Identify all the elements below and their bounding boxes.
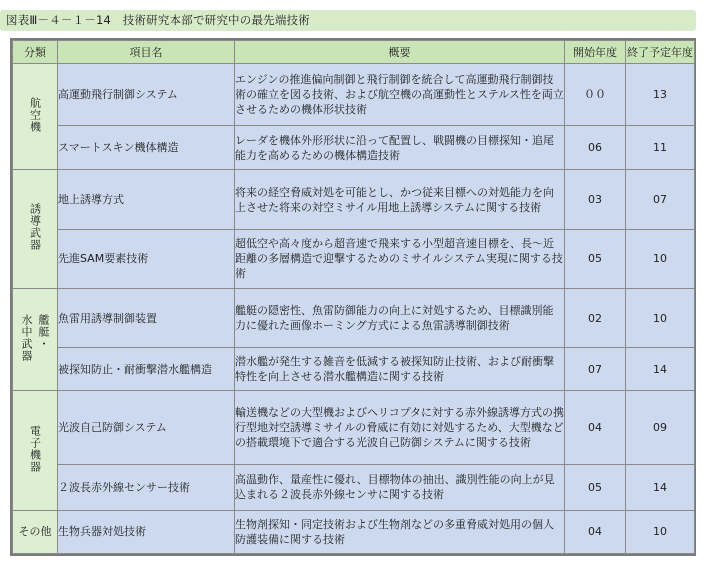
header-item: 項目名 <box>58 41 235 64</box>
header-summary: 概要 <box>235 41 565 64</box>
end-year: 11 <box>626 126 695 170</box>
table-row <box>13 170 695 229</box>
item-name: 魚雷用誘導制御装置 <box>58 289 235 348</box>
header-end-year: 終了予定年度 <box>626 41 695 64</box>
item-description: 高温動作、量産性に優れ、目標物体の抽出、識別性能の向上が見込まれる２波長赤外線センサに関する技術 <box>235 464 565 510</box>
category-label: 電子機器 <box>28 424 42 473</box>
start-year: 05 <box>565 229 626 288</box>
header-start-year: 開始年度 <box>565 41 626 64</box>
item-name: 光波自己防御システム <box>58 391 235 465</box>
item-description: 将来の経空脅威対処を可能とし、かつ従来目標への対処能力を向上させた将来の対空ミサイル用地上誘導システムに関する技術 <box>235 170 565 229</box>
end-year: 14 <box>626 348 695 391</box>
start-year: 06 <box>565 126 626 170</box>
item-name: 先進SAM要素技術 <box>58 229 235 288</box>
item-name: ２波長赤外線センサー技術 <box>58 464 235 510</box>
table-row <box>13 391 695 465</box>
item-description: 輸送機などの大型機およびヘリコプタに対する赤外線誘導方式の携行型地対空誘導ミサイルの脅威に有効に対処するため、大型機などの搭載環境下で適合する光波自己防御システムに関する技術 <box>235 391 565 465</box>
end-year: 14 <box>626 464 695 510</box>
category-label: 航空機 <box>28 96 42 133</box>
item-name: スマートスキン機体構造 <box>58 126 235 170</box>
end-year: 13 <box>626 64 695 126</box>
end-year: 10 <box>626 289 695 348</box>
start-year: 02 <box>565 289 626 348</box>
start-year: 07 <box>565 348 626 391</box>
category-label: 誘導武器 <box>28 203 42 252</box>
header-row <box>13 41 695 64</box>
table-row <box>13 289 695 348</box>
start-year: 03 <box>565 170 626 229</box>
item-description: 艦艇の隠密性、魚雷防御能力の向上に対処するため、目標識別能力に優れた画像ホーミング方式による魚雷誘導制御技術 <box>235 289 565 348</box>
table-row <box>13 348 695 391</box>
item-name: 地上誘導方式 <box>58 170 235 229</box>
end-year: 07 <box>626 170 695 229</box>
category-cell-other <box>13 510 58 553</box>
category-label: 艦艇・ <box>37 313 50 350</box>
table-row <box>13 229 695 288</box>
category-label: 水中武器 <box>20 313 33 362</box>
end-year: 10 <box>626 229 695 288</box>
category-label: その他 <box>18 525 52 539</box>
end-year: 10 <box>626 510 695 553</box>
category-cell-guided-weapons <box>13 170 58 289</box>
header-category: 分類 <box>13 41 58 64</box>
end-year: 09 <box>626 391 695 465</box>
category-cell-ships-underwater <box>13 289 58 391</box>
table-row <box>13 126 695 170</box>
item-description: レーダを機体外形形状に沿って配置し、戦闘機の目標探知・追尾能力を高めるための機体構造技術 <box>235 126 565 170</box>
start-year: 05 <box>565 464 626 510</box>
item-description: 超低空や高々度から超音速で飛来する小型超音速目標を、長～近距離の多層構造で迎撃するためのミサイルシステム実現に関する技術 <box>235 229 565 288</box>
item-name: 被探知防止・耐衝撃潜水艦構造 <box>58 348 235 391</box>
figure-title: 図表Ⅲ－４－１－14 技術研究本部で研究中の最先端技術 <box>0 10 696 31</box>
category-cell-electronics <box>13 391 58 511</box>
item-description: 生物剤探知・同定技術および生物剤などの多重脅威対処用の個人防護装備に関する技術 <box>235 510 565 553</box>
item-description: 潜水艦が発生する雑音を低減する被探知防止技術、および耐衝撃特性を向上させる潜水艦構造に関する技術 <box>235 348 565 391</box>
start-year: 04 <box>565 391 626 465</box>
item-name: 生物兵器対処技術 <box>58 510 235 553</box>
item-name: 高運動飛行制御システム <box>58 64 235 126</box>
category-label-stack <box>19 314 51 362</box>
table-row <box>13 64 695 126</box>
item-description: エンジンの推進偏向制御と飛行制御を統合して高運動飛行制御技術の確立を図る技術、および航空機の高運動性とステルス性を両立させるための機体形状技術 <box>235 64 565 126</box>
category-cell-aircraft <box>13 64 58 170</box>
table-row <box>13 464 695 510</box>
start-year: ００ <box>565 64 626 126</box>
technology-table <box>12 40 695 554</box>
table-row <box>13 510 695 553</box>
start-year: 04 <box>565 510 626 553</box>
